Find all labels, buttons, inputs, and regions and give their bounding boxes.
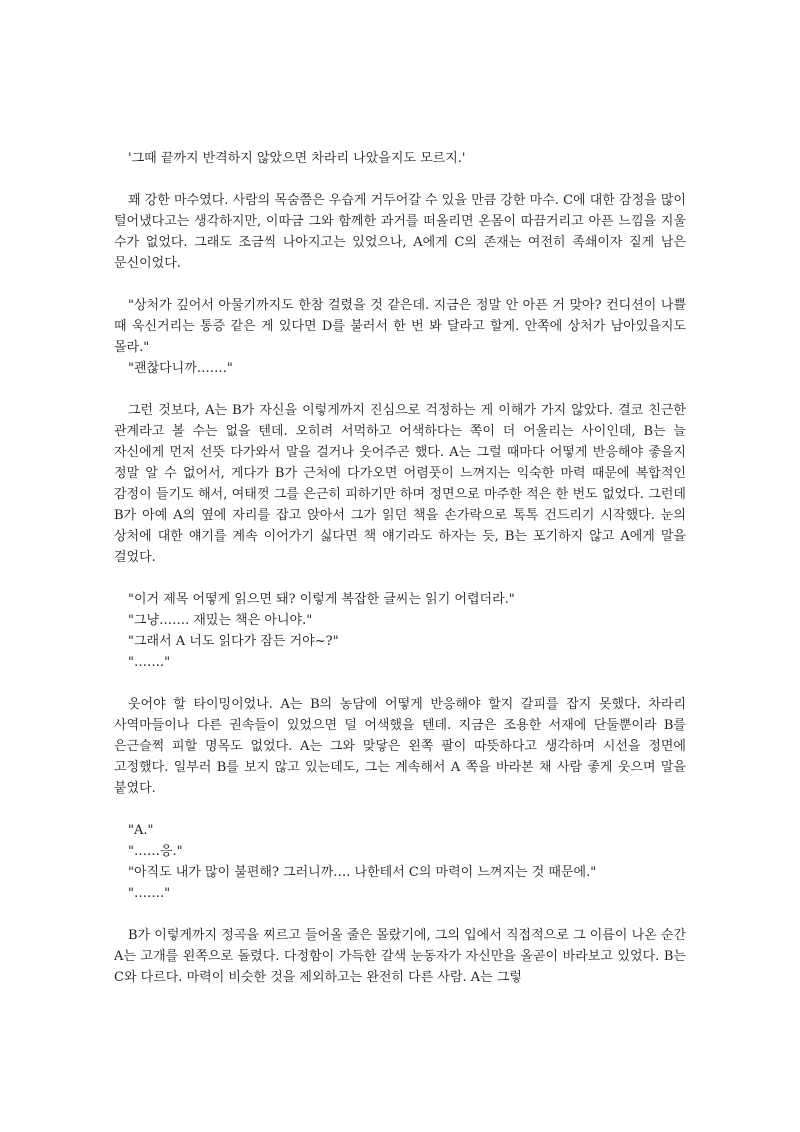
paragraph-gap	[114, 568, 686, 589]
paragraph-gap	[114, 673, 686, 694]
text-body	[114, 148, 686, 988]
paragraph: "아직도 내가 많이 불편해? 그러니까…. 나한테서 C의 마력이 느껴지는 것 때문에."	[128, 865, 597, 880]
paragraph: 꽤 강한 마수였다. 사람의 목숨쯤은 우습게 거두어갈 수 있을 만큼 강한 마수. C에 대한 감정을 많이 털어냈다고는 생각하지만, 이따금 그와 함께한 과거를 떠올리면 온몸이 따끔거리고 아픈 느낌을 지울 수가 없었다. 그래도 조금씩 나아지고는 있었으나, A에게 C의 존재는 여전히 족쇄이자 짙게 남은 문신이었다.	[114, 193, 686, 271]
paragraph: 웃어야 할 타이밍이었나. A는 B의 농담에 어떻게 반응해야 할지 갈피를 잡지 못했다. 차라리 사역마들이나 다른 권속들이 있었으면 덜 어색했을 텐데. 지금은 조용한 서재에 단둘뿐이라 B를 은근슬쩍 피할 명목도 없었다. A는 그와 맞닿은 왼쪽 팔이 따뜻하다고 생각하며 시선을 정면에 고정했다. 일부러 B를 보지 않고 있는데도, 그는 계속해서 A 쪽을 바라본 채 사람 좋게 웃으며 말을 붙였다.	[114, 697, 686, 796]
paragraph-gap	[114, 799, 686, 820]
paragraph-gap	[114, 274, 686, 295]
paragraph: "이거 제목 어떻게 읽으면 돼? 이렇게 복잡한 글씨는 읽기 어렵더라."	[128, 592, 515, 607]
paragraph-gap	[114, 904, 686, 925]
paragraph-gap	[114, 169, 686, 190]
paragraph: "……."	[128, 886, 171, 901]
paragraph: "상처가 깊어서 아물기까지도 한참 걸렸을 것 같은데. 지금은 정말 안 아픈 거 맞아? 컨디션이 나쁠 때 욱신거리는 통증 같은 게 있다면 D를 불러서 한 번 봐 달라고 할게. 안쪽에 상처가 남아있을지도 몰라."	[114, 298, 686, 355]
paragraph: B가 이렇게까지 정곡을 찌르고 들어올 줄은 몰랐기에, 그의 입에서 직접적으로 그 이름이 나온 순간 A는 고개를 왼쪽으로 돌렸다. 다정함이 가득한 갈색 눈동자가 자신만을 올곧이 바라보고 있었다. B는 C와 다르다. 마력이 비슷한 것을 제외하고는 완전히 다른 사람. A는 그렇	[114, 928, 686, 985]
paragraph: "……응."	[128, 844, 183, 859]
paragraph: "그냥……. 재밌는 책은 아니야."	[128, 613, 313, 628]
paragraph: 그런 것보다, A는 B가 자신을 이렇게까지 진심으로 걱정하는 게 이해가 가지 않았다. 결코 친근한 관계라고 볼 수는 없을 텐데. 오히려 서먹하고 어색하다는 쪽이 더 어울리는 사이인데, B는 늘 자신에게 먼저 선뜻 다가와서 말을 걸거나 웃어주곤 했다. A는 그럴 때마다 어떻게 반응해야 좋을지 정말 알 수 없어서, 게다가 B가 근처에 다가오면 어렴풋이 느껴지는 익숙한 마력 때문에 복합적인 감정이 들기도 해서, 여태껏 그를 은근히 피하기만 하며 정면으로 마주한 적은 한 번도 없었다. 그런데 B가 아예 A의 옆에 자리를 잡고 앉아서 그가 읽던 책을 손가락으로 톡톡 건드리기 시작했다. 눈의 상처에 대한 얘기를 계속 이어가기 싫다면 책 얘기라도 하자는 듯, B는 포기하지 않고 A에게 말을 걸었다.	[114, 403, 686, 565]
paragraph: "A."	[128, 823, 154, 838]
paragraph: "……."	[128, 655, 171, 670]
paragraph-gap	[114, 379, 686, 400]
paragraph: "괜찮다니까……."	[128, 361, 233, 376]
paragraph: "그래서 A 너도 읽다가 잠든 거야~?"	[128, 634, 339, 649]
paragraph: '그때 끝까지 반격하지 않았으면 차라리 나았을지도 모르지.'	[128, 151, 466, 166]
